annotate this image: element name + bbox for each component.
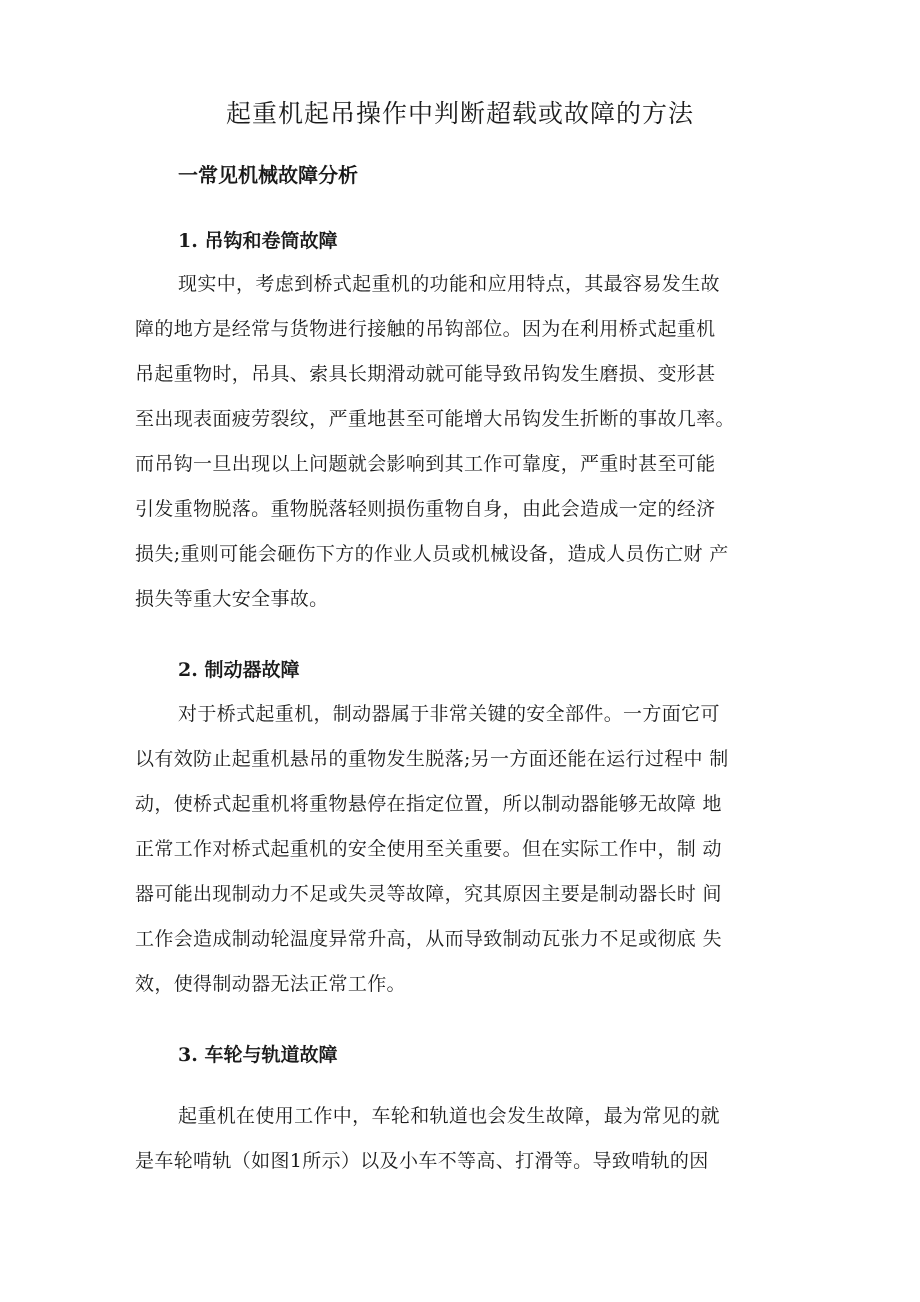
paragraph-line: 是车轮啃轨（如图1所示）以及小车不等高、打滑等。导致啃轨的因 <box>135 1150 709 1172</box>
subsection-heading-brake: 2. 制动器故障 <box>178 659 300 681</box>
paragraph-hook-drum <box>135 262 805 622</box>
paragraph-line: 器可能出现制动力不足或失灵等故障，究其原因主要是制动器长时 间 <box>135 883 722 905</box>
paragraph-line: 引发重物脱落。重物脱落轻则损伤重物自身，由此会造成一定的经济 <box>135 498 716 520</box>
paragraph-line: 吊起重物时，吊具、索具长期滑动就可能导致吊钩发生磨损、变形甚 <box>135 363 716 385</box>
paragraph-line: 工作会造成制动轮温度异常升高，从而导致制动瓦张力不足或彻底 失 <box>135 928 722 950</box>
paragraph-line: 动，使桥式起重机将重物悬停在指定位置，所以制动器能够无故障 地 <box>135 793 722 815</box>
paragraph-line: 损失;重则可能会砸伤下方的作业人员或机械设备，造成人员伤亡财 产 <box>135 543 729 565</box>
paragraph-line: 效，使得制动器无法正常工作。 <box>135 973 406 995</box>
paragraph-line: 而吊钩一旦出现以上问题就会影响到其工作可靠度，严重时甚至可能 <box>135 453 716 475</box>
paragraph-brake <box>135 692 805 1007</box>
paragraph-line: 至出现表面疲劳裂纹，严重地甚至可能增大吊钩发生折断的事故几率。 <box>135 408 735 430</box>
paragraph-line: 障的地方是经常与货物进行接触的吊钩部位。因为在利用桥式起重机 <box>135 318 716 340</box>
document-title: 起重机起吊操作中判断超载或故障的方法 <box>225 99 694 128</box>
paragraph-line: 对于桥式起重机，制动器属于非常关键的安全部件。一方面它可 <box>178 703 720 725</box>
paragraph-wheel-rail <box>135 1094 805 1184</box>
subsection-heading-hook-drum: 1. 吊钩和卷筒故障 <box>178 230 338 252</box>
paragraph-line: 以有效防止起重机悬吊的重物发生脱落;另一方面还能在运行过程中 制 <box>135 748 729 770</box>
section-heading: 一常见机械故障分析 <box>178 163 358 187</box>
paragraph-line: 起重机在使用工作中，车轮和轨道也会发生故障，最为常见的就 <box>178 1105 720 1127</box>
subsection-heading-wheel-rail: 3. 车轮与轨道故障 <box>178 1044 338 1066</box>
paragraph-line: 现实中，考虑到桥式起重机的功能和应用特点，其最容易发生故 <box>178 273 720 295</box>
paragraph-line: 损失等重大安全事故。 <box>135 588 329 610</box>
paragraph-line: 正常工作对桥式起重机的安全使用至关重要。但在实际工作中，制 动 <box>135 838 722 860</box>
